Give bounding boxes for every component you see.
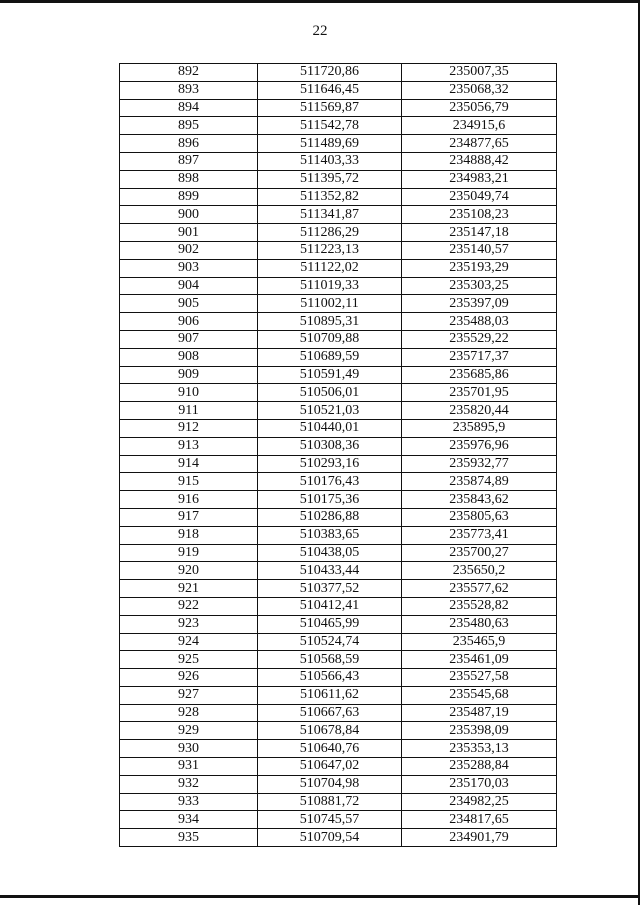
x-coordinate-cell: 510678,84 [258, 722, 402, 740]
x-coordinate-cell: 510286,88 [258, 508, 402, 526]
coordinates-table [119, 63, 557, 847]
x-coordinate-cell: 510647,02 [258, 758, 402, 776]
table-row [120, 348, 557, 366]
table-row [120, 170, 557, 188]
point-number-cell: 895 [120, 117, 258, 135]
y-coordinate-cell: 234915,6 [402, 117, 557, 135]
y-coordinate-cell: 235108,23 [402, 206, 557, 224]
x-coordinate-cell: 510566,43 [258, 669, 402, 687]
point-number-cell: 906 [120, 313, 258, 331]
table-row [120, 224, 557, 242]
y-coordinate-cell: 234817,65 [402, 811, 557, 829]
table-row [120, 330, 557, 348]
x-coordinate-cell: 510440,01 [258, 419, 402, 437]
point-number-cell: 903 [120, 259, 258, 277]
y-coordinate-cell: 235527,58 [402, 669, 557, 687]
point-number-cell: 928 [120, 704, 258, 722]
table-row [120, 135, 557, 153]
point-number-cell: 925 [120, 651, 258, 669]
x-coordinate-cell: 511341,87 [258, 206, 402, 224]
y-coordinate-cell: 235895,9 [402, 419, 557, 437]
x-coordinate-cell: 511489,69 [258, 135, 402, 153]
y-coordinate-cell: 234888,42 [402, 152, 557, 170]
x-coordinate-cell: 510433,44 [258, 562, 402, 580]
point-number-cell: 917 [120, 508, 258, 526]
point-number-cell: 924 [120, 633, 258, 651]
y-coordinate-cell: 235007,35 [402, 64, 557, 82]
x-coordinate-cell: 511223,13 [258, 241, 402, 259]
x-coordinate-cell: 510895,31 [258, 313, 402, 331]
table-row [120, 597, 557, 615]
point-number-cell: 900 [120, 206, 258, 224]
point-number-cell: 919 [120, 544, 258, 562]
point-number-cell: 934 [120, 811, 258, 829]
table-row [120, 775, 557, 793]
x-coordinate-cell: 511286,29 [258, 224, 402, 242]
x-coordinate-cell: 511352,82 [258, 188, 402, 206]
y-coordinate-cell: 235701,95 [402, 384, 557, 402]
table-row [120, 793, 557, 811]
point-number-cell: 930 [120, 740, 258, 758]
table-row [120, 722, 557, 740]
table-row [120, 241, 557, 259]
y-coordinate-cell: 235480,63 [402, 615, 557, 633]
x-coordinate-cell: 510640,76 [258, 740, 402, 758]
y-coordinate-cell: 235577,62 [402, 580, 557, 598]
x-coordinate-cell: 510568,59 [258, 651, 402, 669]
table-row [120, 758, 557, 776]
y-coordinate-cell: 235685,86 [402, 366, 557, 384]
point-number-cell: 912 [120, 419, 258, 437]
point-number-cell: 918 [120, 526, 258, 544]
x-coordinate-cell: 511569,87 [258, 99, 402, 117]
x-coordinate-cell: 510293,16 [258, 455, 402, 473]
x-coordinate-cell: 511403,33 [258, 152, 402, 170]
table-row [120, 544, 557, 562]
point-number-cell: 904 [120, 277, 258, 295]
x-coordinate-cell: 511019,33 [258, 277, 402, 295]
x-coordinate-cell: 510709,88 [258, 330, 402, 348]
point-number-cell: 896 [120, 135, 258, 153]
y-coordinate-cell: 235170,03 [402, 775, 557, 793]
point-number-cell: 898 [120, 170, 258, 188]
point-number-cell: 914 [120, 455, 258, 473]
x-coordinate-cell: 510689,59 [258, 348, 402, 366]
point-number-cell: 907 [120, 330, 258, 348]
table-row [120, 508, 557, 526]
point-number-cell: 909 [120, 366, 258, 384]
table-row [120, 366, 557, 384]
table-row [120, 81, 557, 99]
table-row [120, 651, 557, 669]
coordinates-table-body [120, 64, 557, 847]
x-coordinate-cell: 510383,65 [258, 526, 402, 544]
y-coordinate-cell: 235932,77 [402, 455, 557, 473]
y-coordinate-cell: 235147,18 [402, 224, 557, 242]
y-coordinate-cell: 235545,68 [402, 686, 557, 704]
y-coordinate-cell: 235353,13 [402, 740, 557, 758]
table-row [120, 740, 557, 758]
x-coordinate-cell: 510709,54 [258, 829, 402, 847]
page-number: 22 [312, 23, 328, 39]
x-coordinate-cell: 510611,62 [258, 686, 402, 704]
table-row [120, 829, 557, 847]
x-coordinate-cell: 510308,36 [258, 437, 402, 455]
table-row [120, 188, 557, 206]
point-number-cell: 901 [120, 224, 258, 242]
y-coordinate-cell: 235717,37 [402, 348, 557, 366]
table-row [120, 562, 557, 580]
point-number-cell: 894 [120, 99, 258, 117]
table-row [120, 669, 557, 687]
table-row [120, 615, 557, 633]
y-coordinate-cell: 235773,41 [402, 526, 557, 544]
y-coordinate-cell: 235398,09 [402, 722, 557, 740]
point-number-cell: 905 [120, 295, 258, 313]
table-row [120, 419, 557, 437]
point-number-cell: 897 [120, 152, 258, 170]
y-coordinate-cell: 235056,79 [402, 99, 557, 117]
y-coordinate-cell: 235528,82 [402, 597, 557, 615]
point-number-cell: 902 [120, 241, 258, 259]
table-row [120, 64, 557, 82]
x-coordinate-cell: 511122,02 [258, 259, 402, 277]
table-row [120, 455, 557, 473]
table-row [120, 402, 557, 420]
x-coordinate-cell: 510881,72 [258, 793, 402, 811]
x-coordinate-cell: 511720,86 [258, 64, 402, 82]
x-coordinate-cell: 510591,49 [258, 366, 402, 384]
y-coordinate-cell: 235874,89 [402, 473, 557, 491]
point-number-cell: 923 [120, 615, 258, 633]
y-coordinate-cell: 235843,62 [402, 491, 557, 509]
table-row [120, 437, 557, 455]
point-number-cell: 921 [120, 580, 258, 598]
table-row [120, 473, 557, 491]
point-number-cell: 915 [120, 473, 258, 491]
table-row [120, 811, 557, 829]
x-coordinate-cell: 511542,78 [258, 117, 402, 135]
point-number-cell: 926 [120, 669, 258, 687]
x-coordinate-cell: 511002,11 [258, 295, 402, 313]
y-coordinate-cell: 235650,2 [402, 562, 557, 580]
y-coordinate-cell: 235488,03 [402, 313, 557, 331]
point-number-cell: 931 [120, 758, 258, 776]
page-bottom-border [0, 895, 640, 898]
point-number-cell: 911 [120, 402, 258, 420]
x-coordinate-cell: 511395,72 [258, 170, 402, 188]
point-number-cell: 910 [120, 384, 258, 402]
point-number-cell: 927 [120, 686, 258, 704]
point-number-cell: 929 [120, 722, 258, 740]
y-coordinate-cell: 235397,09 [402, 295, 557, 313]
point-number-cell: 892 [120, 64, 258, 82]
x-coordinate-cell: 510377,52 [258, 580, 402, 598]
y-coordinate-cell: 235303,25 [402, 277, 557, 295]
y-coordinate-cell: 234983,21 [402, 170, 557, 188]
x-coordinate-cell: 510438,05 [258, 544, 402, 562]
x-coordinate-cell: 511646,45 [258, 81, 402, 99]
table-row [120, 491, 557, 509]
x-coordinate-cell: 510412,41 [258, 597, 402, 615]
table-row [120, 686, 557, 704]
y-coordinate-cell: 235820,44 [402, 402, 557, 420]
table-row [120, 117, 557, 135]
point-number-cell: 935 [120, 829, 258, 847]
point-number-cell: 899 [120, 188, 258, 206]
x-coordinate-cell: 510667,63 [258, 704, 402, 722]
point-number-cell: 922 [120, 597, 258, 615]
table-row [120, 295, 557, 313]
page-top-border [0, 0, 640, 3]
x-coordinate-cell: 510175,36 [258, 491, 402, 509]
y-coordinate-cell: 235529,22 [402, 330, 557, 348]
y-coordinate-cell: 235700,27 [402, 544, 557, 562]
x-coordinate-cell: 510506,01 [258, 384, 402, 402]
table-row [120, 704, 557, 722]
y-coordinate-cell: 235193,29 [402, 259, 557, 277]
point-number-cell: 920 [120, 562, 258, 580]
y-coordinate-cell: 235976,96 [402, 437, 557, 455]
y-coordinate-cell: 235805,63 [402, 508, 557, 526]
x-coordinate-cell: 510745,57 [258, 811, 402, 829]
y-coordinate-cell: 235487,19 [402, 704, 557, 722]
y-coordinate-cell: 235140,57 [402, 241, 557, 259]
x-coordinate-cell: 510524,74 [258, 633, 402, 651]
x-coordinate-cell: 510521,03 [258, 402, 402, 420]
table-row [120, 633, 557, 651]
table-row [120, 277, 557, 295]
y-coordinate-cell: 235465,9 [402, 633, 557, 651]
point-number-cell: 913 [120, 437, 258, 455]
point-number-cell: 908 [120, 348, 258, 366]
x-coordinate-cell: 510704,98 [258, 775, 402, 793]
table-row [120, 384, 557, 402]
x-coordinate-cell: 510465,99 [258, 615, 402, 633]
point-number-cell: 916 [120, 491, 258, 509]
table-row [120, 580, 557, 598]
y-coordinate-cell: 234877,65 [402, 135, 557, 153]
y-coordinate-cell: 235049,74 [402, 188, 557, 206]
x-coordinate-cell: 510176,43 [258, 473, 402, 491]
point-number-cell: 932 [120, 775, 258, 793]
table-row [120, 526, 557, 544]
point-number-cell: 893 [120, 81, 258, 99]
table-row [120, 313, 557, 331]
y-coordinate-cell: 235288,84 [402, 758, 557, 776]
table-row [120, 259, 557, 277]
table-row [120, 206, 557, 224]
y-coordinate-cell: 235461,09 [402, 651, 557, 669]
table-row [120, 99, 557, 117]
y-coordinate-cell: 235068,32 [402, 81, 557, 99]
point-number-cell: 933 [120, 793, 258, 811]
table-row [120, 152, 557, 170]
y-coordinate-cell: 234982,25 [402, 793, 557, 811]
y-coordinate-cell: 234901,79 [402, 829, 557, 847]
